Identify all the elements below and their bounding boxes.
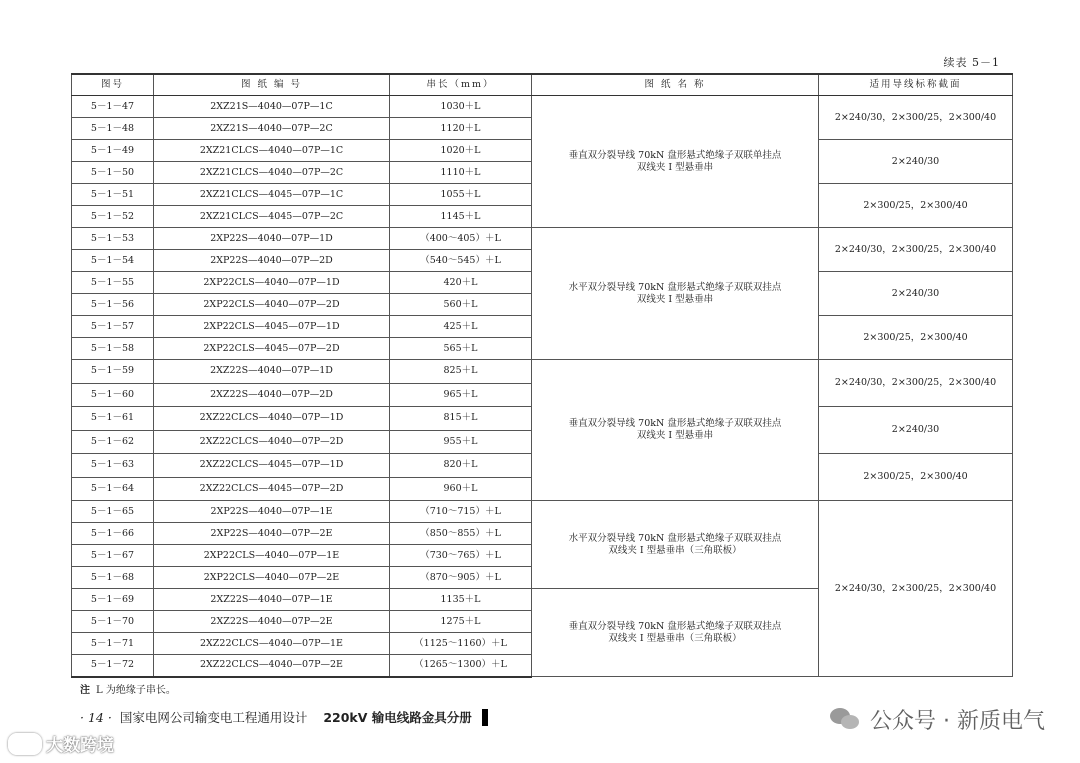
drawing-no: 5－1－59: [72, 360, 154, 384]
wechat-icon: [830, 708, 860, 732]
wechat-watermark: [830, 704, 1045, 735]
drawing-code: 2XZ21CLCS—4040—07P—2C: [154, 162, 390, 184]
string-length: 965＋L: [390, 383, 532, 407]
drawing-code: 2XZ22CLCS—4045—07P—1D: [154, 454, 390, 478]
drawing-code: 2XP22CLS—4045—07P—2D: [154, 338, 390, 360]
table-row: [72, 228, 1013, 250]
drawing-code: 2XP22CLS—4045—07P—1D: [154, 316, 390, 338]
conductor-section: 2×240/30，2×300/25，2×300/40: [819, 228, 1013, 272]
conductor-section: 2×300/25，2×300/40: [819, 454, 1013, 501]
drawing-code: 2XZ21S—4040—07P—2C: [154, 118, 390, 140]
string-length: （870～905）＋L: [390, 567, 532, 589]
header-drawing-name: 图 纸 名 称: [532, 74, 819, 96]
drawing-code: 2XZ21CLCS—4045—07P—1C: [154, 184, 390, 206]
drawing-code: 2XP22S—4040—07P—1E: [154, 501, 390, 523]
header-drawing-code: 图 纸 编 号: [154, 74, 390, 96]
drawing-code: 2XZ22CLCS—4040—07P—1E: [154, 633, 390, 655]
conductor-section: 2×240/30: [819, 272, 1013, 316]
footer-volume: 220kV 输电线路金具分册: [323, 710, 472, 725]
drawing-code: 2XP22S—4040—07P—1D: [154, 228, 390, 250]
table-row: [72, 360, 1013, 384]
drawing-no: 5－1－57: [72, 316, 154, 338]
drawing-code: 2XZ22S—4040—07P—1E: [154, 589, 390, 611]
fittings-table: [71, 73, 1013, 678]
drawing-no: 5－1－58: [72, 338, 154, 360]
drawing-code: 2XP22S—4040—07P—2D: [154, 250, 390, 272]
drawing-code: 2XZ22S—4040—07P—2D: [154, 383, 390, 407]
string-length: 425＋L: [390, 316, 532, 338]
note-text: L 为绝缘子串长。: [96, 685, 176, 696]
drawing-no: 5－1－53: [72, 228, 154, 250]
drawing-name: 垂直双分裂导线 70kN 盘形悬式绝缘子双联双挂点 双线夹 I 型悬垂串（三角联板）: [532, 589, 819, 677]
string-length: （710～715）＋L: [390, 501, 532, 523]
string-length: 820＋L: [390, 454, 532, 478]
string-length: 1055＋L: [390, 184, 532, 206]
string-length: 955＋L: [390, 430, 532, 454]
drawing-no: 5－1－71: [72, 633, 154, 655]
wechat-watermark-text: 公众号 · 新质电气: [870, 709, 1045, 734]
string-length: 1145＋L: [390, 206, 532, 228]
string-length: （850～855）＋L: [390, 523, 532, 545]
drawing-no: 5－1－70: [72, 611, 154, 633]
drawing-name: 垂直双分裂导线 70kN 盘形悬式绝缘子双联单挂点 双线夹 I 型悬垂串: [532, 96, 819, 228]
page-number: · 14 ·: [80, 709, 112, 725]
drawing-no: 5－1－47: [72, 96, 154, 118]
string-length: 1120＋L: [390, 118, 532, 140]
drawing-code: 2XZ22CLCS—4040—07P—2D: [154, 430, 390, 454]
drawing-code: 2XZ21S—4040—07P—1C: [154, 96, 390, 118]
drawing-no: 5－1－55: [72, 272, 154, 294]
string-length: （1125～1160）＋L: [390, 633, 532, 655]
drawing-code: 2XP22CLS—4040—07P—1D: [154, 272, 390, 294]
string-length: 1110＋L: [390, 162, 532, 184]
drawing-no: 5－1－69: [72, 589, 154, 611]
drawing-name: 水平双分裂导线 70kN 盘形悬式绝缘子双联双挂点 双线夹 I 型悬垂串: [532, 228, 819, 360]
drawing-no: 5－1－63: [72, 454, 154, 478]
drawing-no: 5－1－51: [72, 184, 154, 206]
drawing-no: 5－1－68: [72, 567, 154, 589]
drawing-code: 2XZ22CLCS—4040—07P—1D: [154, 407, 390, 431]
brand-watermark-text: 大数跨境: [46, 736, 114, 756]
string-length: （400～405）＋L: [390, 228, 532, 250]
drawing-no: 5－1－61: [72, 407, 154, 431]
string-length: 815＋L: [390, 407, 532, 431]
drawing-no: 5－1－54: [72, 250, 154, 272]
note-label: 注: [80, 685, 90, 696]
table-row: [72, 96, 1013, 118]
drawing-no: 5－1－64: [72, 477, 154, 501]
drawing-no: 5－1－50: [72, 162, 154, 184]
conductor-section: 2×240/30，2×300/25，2×300/40: [819, 96, 1013, 140]
conductor-section: 2×240/30: [819, 140, 1013, 184]
table-header-row: [72, 74, 1013, 96]
table-note: [80, 681, 176, 696]
drawing-name: 垂直双分裂导线 70kN 盘形悬式绝缘子双联双挂点 双线夹 I 型悬垂串: [532, 360, 819, 501]
drawing-code: 2XZ22S—4040—07P—2E: [154, 611, 390, 633]
table-row: [72, 501, 1013, 523]
conductor-section: 2×300/25，2×300/40: [819, 316, 1013, 360]
drawing-code: 2XP22CLS—4040—07P—2D: [154, 294, 390, 316]
continued-table-label: 续表 5－1: [943, 56, 1000, 69]
string-length: （1265～1300）＋L: [390, 655, 532, 677]
drawing-code: 2XP22CLS—4040—07P—1E: [154, 545, 390, 567]
footer-bar: [482, 709, 488, 726]
string-length: 1030＋L: [390, 96, 532, 118]
conductor-section: 2×240/30，2×300/25，2×300/40: [819, 360, 1013, 407]
drawing-no: 5－1－60: [72, 383, 154, 407]
drawing-code: 2XZ22CLCS—4040—07P—2E: [154, 655, 390, 677]
drawing-code: 2XZ22S—4040—07P—1D: [154, 360, 390, 384]
string-length: 560＋L: [390, 294, 532, 316]
page-footer: [80, 708, 488, 726]
drawing-no: 5－1－67: [72, 545, 154, 567]
drawing-code: 2XP22S—4040—07P—2E: [154, 523, 390, 545]
string-length: 565＋L: [390, 338, 532, 360]
drawing-no: 5－1－52: [72, 206, 154, 228]
header-conductor-section: 适用导线标称截面: [819, 74, 1013, 96]
footer-title: 国家电网公司输变电工程通用设计: [119, 710, 308, 725]
string-length: 1275＋L: [390, 611, 532, 633]
conductor-section: 2×240/30: [819, 407, 1013, 454]
drawing-name: 水平双分裂导线 70kN 盘形悬式绝缘子双联双挂点 双线夹 I 型悬垂串（三角联板）: [532, 501, 819, 589]
drawing-no: 5－1－49: [72, 140, 154, 162]
drawing-code: 2XP22CLS—4040—07P—2E: [154, 567, 390, 589]
drawing-no: 5－1－65: [72, 501, 154, 523]
string-length: 1020＋L: [390, 140, 532, 162]
drawing-no: 5－1－62: [72, 430, 154, 454]
header-string-length: 串长（mm）: [390, 74, 532, 96]
string-length: 1135＋L: [390, 589, 532, 611]
conductor-section: 2×300/25，2×300/40: [819, 184, 1013, 228]
conductor-section: 2×240/30，2×300/25，2×300/40: [819, 501, 1013, 677]
drawing-code: 2XZ21CLCS—4040—07P—1C: [154, 140, 390, 162]
string-length: （540～545）＋L: [390, 250, 532, 272]
header-drawing-no: 图号: [72, 74, 154, 96]
drawing-no: 5－1－72: [72, 655, 154, 677]
drawing-no: 5－1－48: [72, 118, 154, 140]
brand-logo-icon: [8, 733, 42, 755]
drawing-no: 5－1－66: [72, 523, 154, 545]
string-length: 420＋L: [390, 272, 532, 294]
brand-watermark: [8, 731, 114, 756]
string-length: 960＋L: [390, 477, 532, 501]
string-length: 825＋L: [390, 360, 532, 384]
drawing-no: 5－1－56: [72, 294, 154, 316]
string-length: （730～765）＋L: [390, 545, 532, 567]
drawing-code: 2XZ22CLCS—4045—07P—2D: [154, 477, 390, 501]
drawing-code: 2XZ21CLCS—4045—07P—2C: [154, 206, 390, 228]
